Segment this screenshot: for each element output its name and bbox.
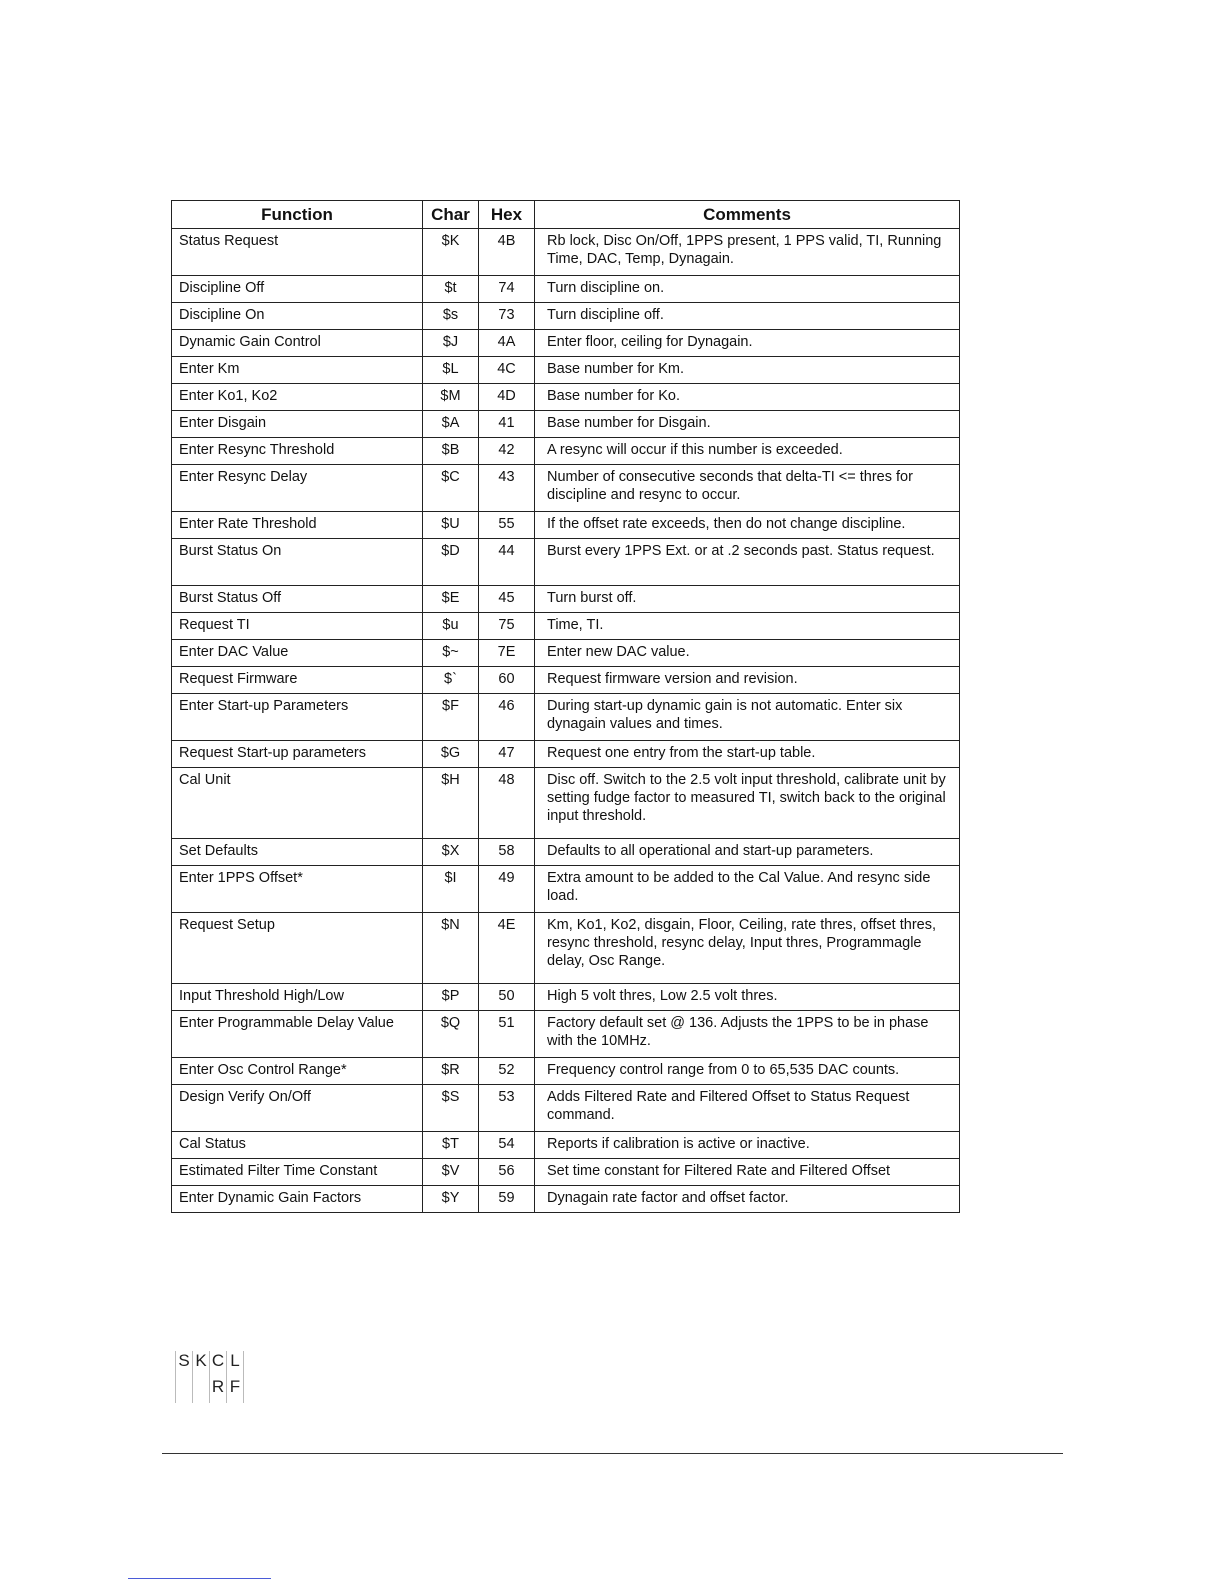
- table-row: [172, 512, 960, 539]
- cell-hex: 50: [479, 984, 535, 1011]
- cell-char: $V: [423, 1159, 479, 1186]
- cell-function: Enter Start-up Parameters: [172, 694, 423, 741]
- cell-comment: Base number for Km.: [535, 357, 960, 384]
- cell-comment: Time, TI.: [535, 613, 960, 640]
- table-header-row: [172, 201, 960, 229]
- table-row: [172, 1058, 960, 1085]
- table-row: [172, 384, 960, 411]
- table-row: [172, 438, 960, 465]
- cell-comment: Enter floor, ceiling for Dynagain.: [535, 330, 960, 357]
- cell-function: Dynamic Gain Control: [172, 330, 423, 357]
- cell-comment: A resync will occur if this number is exceeded.: [535, 438, 960, 465]
- table-body: [172, 229, 960, 1213]
- cell-comment: Reports if calibration is active or inactive.: [535, 1132, 960, 1159]
- cell-function: Set Defaults: [172, 839, 423, 866]
- cell-comment: Dynagain rate factor and offset factor.: [535, 1186, 960, 1213]
- cell-comment: Extra amount to be added to the Cal Value. And resync side load.: [535, 866, 960, 913]
- cell-comment: Factory default set @ 136. Adjusts the 1PPS to be in phase with the 10MHz.: [535, 1011, 960, 1058]
- packet-cell: C: [210, 1351, 227, 1377]
- cell-function: Request Setup: [172, 913, 423, 984]
- table-row: [172, 1132, 960, 1159]
- cell-function: Burst Status On: [172, 539, 423, 586]
- cell-char: $K: [423, 229, 479, 276]
- cell-function: Cal Unit: [172, 768, 423, 839]
- table-row: [172, 411, 960, 438]
- cell-char: $A: [423, 411, 479, 438]
- table-row: [172, 839, 960, 866]
- cell-function: Enter Rate Threshold: [172, 512, 423, 539]
- cell-hex: 7E: [479, 640, 535, 667]
- cell-char: $I: [423, 866, 479, 913]
- cell-char: $M: [423, 384, 479, 411]
- cell-comment: Turn burst off.: [535, 586, 960, 613]
- cell-char: $P: [423, 984, 479, 1011]
- cell-char: $N: [423, 913, 479, 984]
- table-row: [172, 613, 960, 640]
- table-row: [172, 1011, 960, 1058]
- cell-function: Request Firmware: [172, 667, 423, 694]
- cell-hex: 60: [479, 667, 535, 694]
- cell-hex: 55: [479, 512, 535, 539]
- cell-char: $J: [423, 330, 479, 357]
- cell-hex: 4B: [479, 229, 535, 276]
- cell-char: $D: [423, 539, 479, 586]
- cell-comment: Number of consecutive seconds that delta-TI <= thres for discipline and resync to occur.: [535, 465, 960, 512]
- cell-function: Enter Resync Threshold: [172, 438, 423, 465]
- cell-function: Enter DAC Value: [172, 640, 423, 667]
- cell-comment: If the offset rate exceeds, then do not change discipline.: [535, 512, 960, 539]
- command-table: [171, 200, 960, 1213]
- cell-function: Enter Osc Control Range*: [172, 1058, 423, 1085]
- cell-hex: 4E: [479, 913, 535, 984]
- table-row: [172, 586, 960, 613]
- cell-function: Estimated Filter Time Constant: [172, 1159, 423, 1186]
- cell-function: Discipline Off: [172, 276, 423, 303]
- footer-divider: [162, 1453, 1063, 1454]
- cell-function: Input Threshold High/Low: [172, 984, 423, 1011]
- cell-hex: 51: [479, 1011, 535, 1058]
- packet-cell: F: [227, 1377, 244, 1403]
- packet-cell: K: [193, 1351, 210, 1377]
- table-row: [172, 667, 960, 694]
- table-row: [172, 330, 960, 357]
- cell-char: $~: [423, 640, 479, 667]
- cell-function: Enter Resync Delay: [172, 465, 423, 512]
- cell-comment: Turn discipline on.: [535, 276, 960, 303]
- cell-char: $u: [423, 613, 479, 640]
- cell-comment: Km, Ko1, Ko2, disgain, Floor, Ceiling, rate thres, offset thres, resync threshold, resync delay, Input thres, Programmagle delay, Osc Range.: [535, 913, 960, 984]
- table-row: [172, 229, 960, 276]
- cell-hex: 56: [479, 1159, 535, 1186]
- packet-cell: [176, 1377, 193, 1403]
- table-row: [172, 357, 960, 384]
- cell-hex: 4C: [479, 357, 535, 384]
- cell-comment: Frequency control range from 0 to 65,535 DAC counts.: [535, 1058, 960, 1085]
- table-row: [172, 913, 960, 984]
- cell-comment: Adds Filtered Rate and Filtered Offset to Status Request command.: [535, 1085, 960, 1132]
- cell-function: Enter Disgain: [172, 411, 423, 438]
- cell-function: Enter Ko1, Ko2: [172, 384, 423, 411]
- table-row: [172, 694, 960, 741]
- cell-char: $H: [423, 768, 479, 839]
- cell-char: $Y: [423, 1186, 479, 1213]
- cell-char: $F: [423, 694, 479, 741]
- cell-function: Enter Dynamic Gain Factors: [172, 1186, 423, 1213]
- cell-hex: 43: [479, 465, 535, 512]
- cell-function: Enter 1PPS Offset*: [172, 866, 423, 913]
- table-row: [172, 1085, 960, 1132]
- cell-comment: Defaults to all operational and start-up parameters.: [535, 839, 960, 866]
- cell-char: $S: [423, 1085, 479, 1132]
- cell-comment: Disc off. Switch to the 2.5 volt input threshold, calibrate unit by setting fudge factor to measured TI, switch back to the original input threshold.: [535, 768, 960, 839]
- cell-char: $E: [423, 586, 479, 613]
- cell-function: Discipline On: [172, 303, 423, 330]
- cell-hex: 74: [479, 276, 535, 303]
- cell-comment: Request firmware version and revision.: [535, 667, 960, 694]
- packet-fragment-row: [176, 1377, 244, 1403]
- table-row: [172, 1186, 960, 1213]
- cell-hex: 75: [479, 613, 535, 640]
- cell-comment: Enter new DAC value.: [535, 640, 960, 667]
- table-row: [172, 741, 960, 768]
- cell-hex: 47: [479, 741, 535, 768]
- cell-char: $Q: [423, 1011, 479, 1058]
- cell-comment: Burst every 1PPS Ext. or at .2 seconds past. Status request.: [535, 539, 960, 586]
- table-row: [172, 276, 960, 303]
- cell-hex: 59: [479, 1186, 535, 1213]
- cell-hex: 45: [479, 586, 535, 613]
- cell-hex: 54: [479, 1132, 535, 1159]
- cell-char: $s: [423, 303, 479, 330]
- header-function: Function: [172, 201, 423, 229]
- cell-char: $t: [423, 276, 479, 303]
- cell-char: $L: [423, 357, 479, 384]
- header-hex: Hex: [479, 201, 535, 229]
- table-row: [172, 866, 960, 913]
- cell-comment: Request one entry from the start-up table.: [535, 741, 960, 768]
- cell-hex: 73: [479, 303, 535, 330]
- cell-char: $R: [423, 1058, 479, 1085]
- cell-comment: During start-up dynamic gain is not automatic. Enter six dynagain values and times.: [535, 694, 960, 741]
- cell-function: Burst Status Off: [172, 586, 423, 613]
- cell-hex: 53: [479, 1085, 535, 1132]
- cell-hex: 41: [479, 411, 535, 438]
- cell-comment: Turn discipline off.: [535, 303, 960, 330]
- cell-comment: Base number for Disgain.: [535, 411, 960, 438]
- cell-comment: Base number for Ko.: [535, 384, 960, 411]
- header-comments: Comments: [535, 201, 960, 229]
- cell-char: $`: [423, 667, 479, 694]
- packet-cell: [193, 1377, 210, 1403]
- table-row: [172, 768, 960, 839]
- cell-char: $G: [423, 741, 479, 768]
- cell-hex: 46: [479, 694, 535, 741]
- cell-comment: Rb lock, Disc On/Off, 1PPS present, 1 PPS valid, TI, Running Time, DAC, Temp, Dynagain.: [535, 229, 960, 276]
- cell-hex: 48: [479, 768, 535, 839]
- cell-function: Enter Programmable Delay Value: [172, 1011, 423, 1058]
- cell-hex: 52: [479, 1058, 535, 1085]
- table-row: [172, 465, 960, 512]
- table-row: [172, 539, 960, 586]
- cell-comment: High 5 volt thres, Low 2.5 volt thres.: [535, 984, 960, 1011]
- table-row: [172, 640, 960, 667]
- cell-function: Enter Km: [172, 357, 423, 384]
- cell-function: Design Verify On/Off: [172, 1085, 423, 1132]
- packet-fragment-row: [176, 1351, 244, 1377]
- cell-char: $T: [423, 1132, 479, 1159]
- cell-function: Cal Status: [172, 1132, 423, 1159]
- table-row: [172, 303, 960, 330]
- table-row: [172, 1159, 960, 1186]
- header-char: Char: [423, 201, 479, 229]
- cell-char: $B: [423, 438, 479, 465]
- packet-cell: L: [227, 1351, 244, 1377]
- cell-char: $U: [423, 512, 479, 539]
- packet-cell: S: [176, 1351, 193, 1377]
- cell-comment: Set time constant for Filtered Rate and Filtered Offset: [535, 1159, 960, 1186]
- cell-function: Request Start-up parameters: [172, 741, 423, 768]
- cell-hex: 4A: [479, 330, 535, 357]
- cell-hex: 42: [479, 438, 535, 465]
- cell-char: $X: [423, 839, 479, 866]
- packet-cell: R: [210, 1377, 227, 1403]
- cell-hex: 58: [479, 839, 535, 866]
- cell-hex: 4D: [479, 384, 535, 411]
- cell-hex: 44: [479, 539, 535, 586]
- cell-function: Request TI: [172, 613, 423, 640]
- packet-fragment: [175, 1351, 244, 1403]
- link-underline: [128, 1578, 271, 1579]
- cell-hex: 49: [479, 866, 535, 913]
- cell-char: $C: [423, 465, 479, 512]
- cell-function: Status Request: [172, 229, 423, 276]
- table-row: [172, 984, 960, 1011]
